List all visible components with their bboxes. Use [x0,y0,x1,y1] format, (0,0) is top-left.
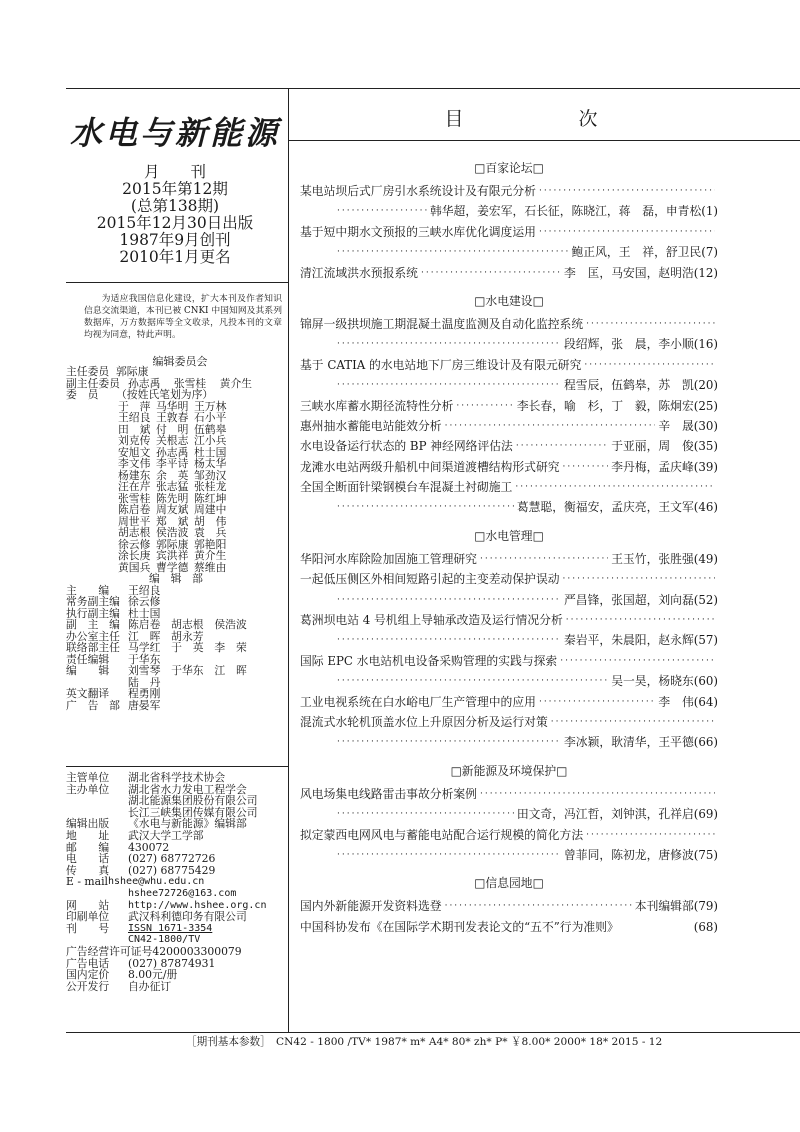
copyright-notice: 为适应我国信息化建设，扩大本刊及作者知识信息交流渠道，本刊已被 CNKI 中国知网及其系列数据库，万方数据库等全文收录，凡投本刊的文章均视为同意，特此声明。 [84,294,282,340]
dept-row [66,619,286,631]
dept-label: 责任编辑 [66,652,110,666]
publication-info [66,772,288,992]
leader-dots [445,416,656,436]
member-name: 侯浩波 [156,526,189,539]
publication-value: 武汉科利德印务有限公司 [128,910,247,924]
toc-entry-title: 拟定蒙西电网风电与蓄能电站配合运行规模的简化方法 [300,827,584,842]
publication-value: 长江三峡集团传媒有限公司 [128,805,258,819]
toc-entry-page: (68) [693,919,718,934]
toc-entry-authors: 田文奇，冯江哲，刘钟淇，孔祥启 [516,807,694,822]
toc-entry-authors: 李 匡，马安国，赵明浩 [564,265,694,280]
toc-entry-authors: 秦岩平，朱晨阳，赵永辉 [564,633,694,648]
top-rule [66,88,800,89]
toc-entry-authors: 鲍正风，王 祥，舒卫民 [571,245,702,260]
leader-dots [516,436,608,456]
dept-label: 联络部主任 [66,641,120,654]
dept-row [66,642,286,654]
right-title-rule [288,140,800,141]
member-name: 张桂龙 [194,480,227,493]
member-name: 张雪桂 [118,491,151,505]
publication-label: 网 站 [66,898,110,912]
toc-entry[interactable] [300,396,718,416]
toc-entry-page: (69) [693,807,718,822]
member-name: 张志猛 [156,480,189,493]
member-name: 郭艳阳 [194,537,227,551]
publication-label: 电 话 [66,852,110,866]
toc-entry-author-line [300,732,718,752]
toc-entry-title-line[interactable] [300,825,718,845]
leader-dots [563,569,715,589]
member-name: 伍鹤皋 [194,422,227,436]
toc-entry-title: 混流式水轮机顶盖水位上升原因分析及运行对策 [300,714,548,729]
toc-entry-title: 三峡水库蓄水期径流特性分析 [300,398,454,413]
leader-dots [560,651,715,671]
member-name: 王敦春 [156,411,189,424]
toc-entry-authors: 李冰颖，耿清华，王平德 [564,735,694,750]
leader-dots [421,263,561,283]
member-name: 马华明 [156,399,189,413]
toc-entry-authors: 葛慧聪，衡福安，孟庆亮，王文军 [516,500,694,515]
member-name: 陈红坤 [194,491,227,505]
member-name: 周友斌 [156,503,189,516]
member-name: 杨太华 [194,457,227,470]
toc-entry-title: 国内外新能源开发资料选登 [300,899,442,914]
vice-name: 张雪桂 [173,376,207,390]
member-name: 邹劲汉 [194,468,227,482]
toc-entry-page: (60) [693,674,718,689]
member-name: 关根志 [156,434,189,447]
toc-entry-author-line [300,201,718,221]
members-note: （按姓氏笔划为序） [116,388,214,401]
publication-row [66,969,288,981]
toc-section-heading: □ 水电管理 □ [300,527,718,544]
member-name: 袁 兵 [194,526,227,539]
leader-dots [337,375,561,395]
table-of-contents [300,150,718,937]
dept-value: 王绍良 [128,583,161,597]
toc-entry-page: (12) [693,265,718,280]
toc-entry-title-line[interactable] [300,651,718,671]
publication-row [66,853,288,865]
member-row [118,435,286,447]
member-name: 黄国兵 [118,560,151,574]
leader-dots [337,497,514,517]
toc-entry-title-line[interactable] [300,712,718,732]
toc-entry-authors: 辛 晟 [658,418,694,433]
leader-dots [337,590,561,610]
toc-entry[interactable] [300,436,718,456]
toc-entry-authors: 吴一昊，杨晓东 [611,674,694,689]
toc-entry-authors: 严昌锋，张国超，刘向磊 [564,592,694,607]
toc-entry-author-line [300,497,718,517]
toc-entry-title: 龙滩水电站两级升船机中间渠道渡槽结构形式研究 [300,459,560,474]
vice-name: 孙志禹 [128,376,161,390]
dept-value: 刘雪琴 于华东 江 晖 [128,664,247,677]
leader-dots [584,355,715,375]
toc-entry-title: 某电站坝后式厂房引水系统设计及有限元分析 [300,183,536,198]
dept-label: 常务副主编 [66,595,120,608]
leader-dots [337,201,427,221]
toc-entry-authors: 王玉竹，张胜强 [611,551,694,566]
publication-value: 武汉大学工学部 [128,828,204,842]
toc-entry-author-line [300,375,718,395]
toc-entry-page: (52) [693,592,718,607]
dept-row [66,665,286,677]
toc-entry[interactable] [300,416,718,436]
dept-label: 副 主 编 [66,618,120,631]
publication-row [66,888,288,900]
publication-label [66,888,128,900]
publication-label: 广告经营许可证号 [66,944,153,958]
dept-label: 英文翻译 [66,687,110,700]
publication-value: 湖北省科学技术协会 [128,771,226,784]
publication-label: 印刷单位 [66,910,110,924]
toc-entry-author-line [300,671,718,691]
member-name: 杨建东 [118,468,151,482]
left-separator-1 [66,282,288,283]
leader-dots [515,477,715,497]
publication-value: (027) 87874931 [128,956,216,970]
publication-value: ISSN 1671-3354 [128,922,213,934]
member-name: 郑 斌 [156,514,189,528]
toc-entry[interactable] [300,263,718,283]
leader-dots [337,630,561,650]
member-name: 石小平 [194,411,227,424]
toc-entry-author-line [300,590,718,610]
leader-dots [337,845,561,865]
dept-label: 执行副主编 [66,606,120,620]
dept-value: 陈启卷 胡志根 侯浩波 [128,618,247,631]
publication-value: (027) 68772726 [128,852,216,866]
issue-info [70,164,280,266]
dept-label: 主 编 [66,583,110,597]
publication-value: 8.00元/册 [128,968,178,982]
toc-entry-title: 一起低压侧区外相间短路引起的主变差动保护误动 [300,572,560,587]
dept-value: 唐晏军 [128,698,161,712]
toc-title: 目 次 [444,108,646,130]
leader-dots [337,804,514,824]
member-name: 周世平 [118,514,151,528]
dept-label: 广 告 部 [66,698,120,712]
member-name: 于 萍 [118,399,151,413]
member-name: 陈先明 [156,491,189,505]
toc-entry-title: 华阳河水库除险加固施工管理研究 [300,551,477,566]
toc-entry[interactable] [300,896,718,916]
toc-entry-title: 惠州抽水蓄能电站能效分析 [300,418,442,433]
member-name: 李文伟 [118,457,151,470]
member-name: 李平诗 [156,457,189,470]
toc-entry-page: (66) [693,735,718,750]
founded-date: 1987年9月创刊 [119,231,231,249]
toc-entry[interactable] [300,692,718,712]
dept-value: 程勇刚 [128,687,161,700]
leader-dots [337,732,561,752]
toc-entry-title-line[interactable] [300,222,718,242]
leader-dots [563,457,609,477]
member-name: 安旭文 [118,445,151,459]
editorial-board [66,366,286,711]
toc-section-heading: □ 新能源及环境保护 □ [300,762,718,779]
publication-row [66,981,288,993]
dept-value: 马学红 于 英 李 荣 [128,641,247,654]
toc-entry-authors: 李长春，喻 杉，丁 毅，陈炯宏 [516,398,694,413]
toc-entry-page: (1) [701,204,718,219]
publication-value: 湖北能源集团股份有限公司 [128,794,258,808]
publication-label [66,795,128,807]
toc-entry-page: (79) [693,899,718,914]
dept-value: 于华东 [128,652,161,666]
publication-label: 传 真 [66,863,110,877]
toc-entry-title-line[interactable] [300,569,718,589]
member-name: 黄介生 [194,549,227,562]
member-name: 王绍良 [118,411,151,424]
editorial-board-title: 编辑委员会 [152,355,208,368]
issue-number: 2015年第12期 [122,180,228,198]
toc-entry-authors: 本刊编辑部 [634,899,694,914]
toc-entry-title: 全国全断面针梁钢模台车混凝土衬砌施工 [300,480,513,495]
toc-entry-authors: 段绍辉，张 晨，李小顺 [564,337,694,352]
members-label: 委 员 [66,388,99,401]
editorial-dept-title: 编 辑 部 [149,572,203,585]
toc-entry[interactable] [300,549,718,569]
publication-label: 邮 编 [66,840,110,854]
toc-entry-authors: 李 伟 [658,694,694,709]
vice-name: 黄介生 [219,376,253,390]
toc-entry-title-line[interactable] [300,917,718,937]
toc-entry-title: 工业电视系统在白水峪电厂生产管理中的应用 [300,694,536,709]
toc-entry-page: (20) [693,378,718,393]
leader-dots [445,896,632,916]
frequency: 月 刊 [143,163,206,181]
member-name: 涂长庚 [118,549,151,562]
toc-entry-page: (25) [693,398,718,413]
publication-label: 编辑出版 [66,817,110,831]
members-row [66,389,286,401]
toc-entry-author-line [300,630,718,650]
leader-dots [539,222,715,242]
member-row [118,481,286,493]
toc-section-heading: □ 水电建设 □ [300,292,718,309]
dept-row [66,700,286,712]
toc-entry-title-line[interactable] [300,784,718,804]
publication-value: 430072 [128,840,170,854]
toc-entry-authors: 韩华超，姜宏军，石长征，陈晓江，蒋 磊，申青松 [429,204,702,219]
toc-entry-title: 基于短中期水文预报的三峡水库优化调度运用 [300,224,536,239]
member-row [118,527,286,539]
publication-value: 4200003300079 [152,944,242,958]
toc-entry-authors: 李丹梅，孟庆峰 [611,459,694,474]
publication-row [66,876,288,888]
leader-dots [480,549,608,569]
dept-value: 徐云修 [128,595,161,608]
leader-dots [337,334,561,354]
publication-label: 广告电话 [66,956,110,970]
toc-entry-authors: 曾菲同，陈初龙，唐修波 [564,847,694,862]
member-row [118,458,286,470]
publication-value: hshee@whu.edu.cn [107,876,205,888]
bottom-rule [66,1032,800,1033]
toc-entry-page: (30) [693,418,718,433]
member-name: 付 明 [156,422,189,436]
leader-dots [337,242,569,262]
toc-entry-title: 国际 EPC 水电站机电设备采购管理的实践与探索 [300,653,558,668]
renamed-date: 2010年1月更名 [119,248,231,266]
toc-entry-page: (39) [693,459,718,474]
dept-value: 陆 丹 [128,675,161,689]
publication-label: 主办单位 [66,782,110,796]
toc-entry-page: (49) [693,551,718,566]
member-list [118,401,286,574]
editorial-dept [66,585,286,712]
dept-value: 杜士国 [128,606,161,620]
member-row [118,550,286,562]
chief-row [66,366,286,378]
publication-value: 湖北省水力发电工程学会 [128,782,247,796]
member-name: 胡志根 [118,526,151,539]
member-name: 蔡维由 [194,560,227,574]
publication-value: (027) 68775429 [128,863,216,877]
journal-logo: 水电与新能源 [70,114,281,152]
leader-dots [456,396,513,416]
toc-entry-title: 水电设备运行状态的 BP 神经网络评估法 [300,439,513,454]
member-row [118,412,286,424]
publication-row [66,830,288,842]
toc-entry-title: 中国科协发布《在国际学术期刊发表论文的“五不”行为准则》 [300,919,619,934]
toc-entry-authors: 程雪辰，伍鹤皋，苏 凯 [564,378,694,393]
publish-date: 2015年12月30日出版 [96,214,254,232]
toc-entry-page: (35) [693,439,718,454]
dept-row [66,596,286,608]
publication-value: CN42-1800/TV [128,934,201,946]
journal-parameters: ［期刊基本参数］ CN42 - 1800 /TV* 1987* m* A4* 80* zh* P* ￥8.00* 2000* 18* 2015 - 12 [186,1036,663,1048]
toc-entry-page: (75) [693,847,718,862]
leader-dots [480,784,715,804]
dept-label: 编 辑 [66,664,110,677]
publication-label: 主管单位 [66,771,110,784]
publication-label: 刊 号 [66,921,110,935]
toc-entry-page: (16) [693,337,718,352]
publication-label: 国内定价 [66,968,110,982]
publication-value: http://www.hshee.org.cn [128,899,267,911]
publication-row [66,923,288,935]
dept-row [66,688,286,700]
column-divider [288,88,289,1032]
publication-value: hshee72726@163.com [128,887,237,899]
toc-entry-title: 风电场集电线路雷击事故分析案例 [300,786,477,801]
toc-entry-title-line[interactable] [300,477,718,497]
publication-row [66,772,288,784]
toc-entry-title: 葛洲坝电站 4 号机组上导轴承改造及运行情况分析 [300,613,563,628]
toc-entry-title-line[interactable] [300,355,718,375]
leader-dots [551,712,715,732]
member-name: 徐云修 [118,537,151,551]
chief-name: 郭际康 [116,365,149,378]
dept-label: 办公室主任 [66,629,120,643]
toc-entry-author-line [300,804,718,824]
member-row [118,504,286,516]
member-name: 汪在芹 [118,480,151,493]
member-name: 江小兵 [194,434,227,447]
toc-entry-title: 锦屏一级拱坝施工期混凝土温度监测及自动化监控系统 [300,316,584,331]
member-name: 周建中 [194,503,227,516]
toc-section-heading: □ 百家论坛 □ [300,159,718,176]
total-issue: (总第138期) [130,197,220,215]
toc-entry-author-line [300,334,718,354]
toc-section-heading: □ 信息园地 □ [300,874,718,891]
left-separator-2 [66,766,288,767]
toc-entry-author-line [300,242,718,262]
toc-entry-author-line [300,845,718,865]
member-name: 田 斌 [118,422,151,436]
toc-entry[interactable] [300,457,718,477]
publication-row [66,911,288,923]
toc-entry-page: (64) [693,694,718,709]
toc-entry-title-line[interactable] [300,314,718,334]
vice-label: 副主任委员 [66,376,120,390]
member-name: 孙志禹 [156,445,189,459]
toc-entry-page: (7) [701,245,718,260]
leader-dots [586,825,715,845]
publication-label: 公开发行 [66,979,110,993]
member-name: 杜士国 [194,445,227,459]
member-name: 陈启卷 [118,503,151,516]
member-name: 王万林 [194,399,227,413]
member-name: 刘克传 [118,434,151,447]
toc-entry-title-line[interactable] [300,181,718,201]
toc-entry-title-line[interactable] [300,610,718,630]
leader-dots [337,671,608,691]
leader-dots [539,181,715,201]
toc-entry-authors: 于亚丽，周 俊 [611,439,694,454]
leader-dots [586,314,715,334]
publication-row [66,946,288,958]
publication-label: 地 址 [66,828,110,842]
publication-label: E - mail [66,875,108,889]
member-name: 宾洪祥 [156,549,189,562]
member-name: 曹学德 [156,560,189,574]
member-name: 郭际康 [156,537,189,551]
publication-value: 自办征订 [128,979,172,993]
member-name: 胡 伟 [194,514,227,528]
toc-entry-title: 清江流域洪水预报系统 [300,265,418,280]
leader-dots [539,692,655,712]
member-name: 余 英 [156,468,189,482]
chief-label: 主任委员 [66,365,110,378]
toc-entry-title: 基于 CATIA 的水电站地下厂房三维设计及有限元研究 [300,357,582,372]
leader-dots [566,610,715,630]
toc-entry-page: (46) [693,500,718,515]
publication-value: 《水电与新能源》编辑部 [128,817,247,831]
toc-entry-page: (57) [693,633,718,648]
dept-value: 江 晖 胡永芳 [128,629,204,643]
